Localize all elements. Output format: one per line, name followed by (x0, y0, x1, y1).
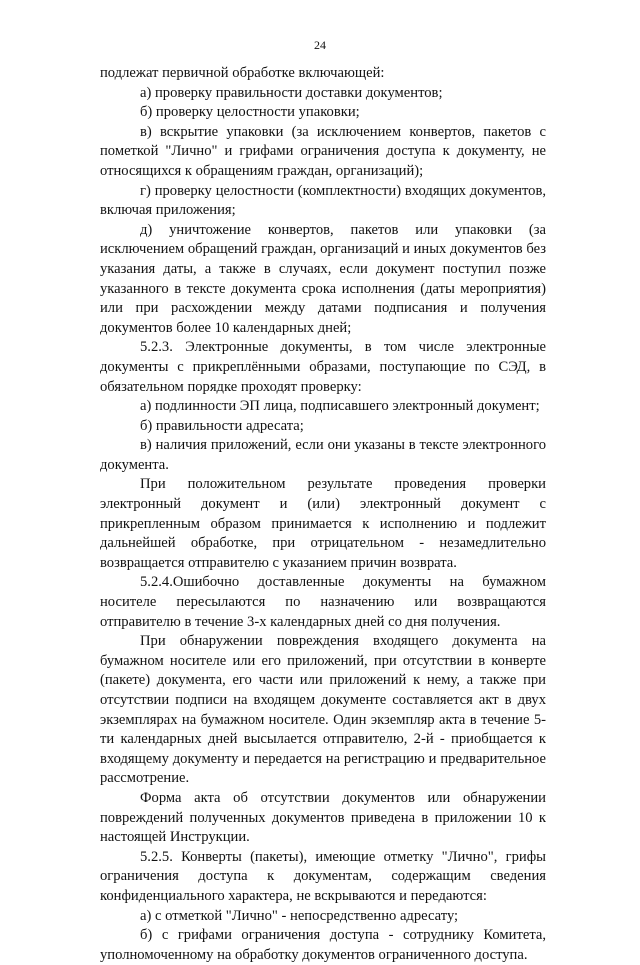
list-item-d-destruction: д) уничтожение конвертов, пакетов или упаковки (за исключением обращений граждан, организаций и иных документов без указания даты, а также в случаях, если документ поступил позже указанного в тексте документа срока исполнения (даты мероприятия) или при расхождении между датами подписания и получения документов более 10 календарных дней; (100, 221, 546, 336)
document-body (100, 64, 546, 965)
paragraph-damage-act: При обнаружении повреждения входящего документа на бумажном носителе или его приложений, при отсутствии в конверте (пакете) документа, его части или приложений к нему, а также при отсутствии подписи на входящем документе составляется акт в двух экземплярах на бумажном носителе. Один экземпляр акта в течение 5-ти календарных дней высылается отправителю, 2-й - приобщается к входящему документу и передается на регистрацию и предварительное рассмотрение. (100, 633, 546, 787)
list-item-b-packaging: б) проверку целостности упаковки; (140, 104, 360, 121)
list-item-v-opening: в) вскрытие упаковки (за исключением конвертов, пакетов с пометкой "Лично" и грифами ограничения доступа к документу, не относящихся к обращениям граждан, организаций); (100, 123, 546, 179)
list-item-a-delivery: а) проверку правильности доставки документов; (140, 84, 443, 101)
list-item-g-completeness: г) проверку целостности (комплектности) входящих документов, включая приложения; (100, 182, 546, 219)
list-item-a-signature: а) подлинности ЭП лица, подписавшего электронный документ; (140, 398, 540, 415)
list-item-v-attachments: в) наличия приложений, если они указаны в тексте электронного документа. (100, 437, 546, 473)
list-item-b-restricted: б) с грифами ограничения доступа - сотруднику Комитета, уполномоченному на обработку документов ограниченного доступа. (100, 927, 546, 963)
section-5-2-3: 5.2.3. Электронные документы, в том числе электронные документы с прикреплёнными образами, поступающие по СЭД, в обязательном порядке проходят проверку: (100, 339, 546, 395)
section-5-2-5: 5.2.5. Конверты (пакеты), имеющие отметку "Лично", грифы ограничения доступа к документам, содержащим сведения конфиденциального характера, не вскрываются и передаются: (100, 848, 546, 904)
paragraph-intro: подлежат первичной обработке включающей: (100, 65, 385, 81)
page-number: 24 (314, 38, 326, 52)
paragraph-check-result: При положительном результате проведения проверки электронный документ и (или) электронный документ с прикрепленным образом принимается к исполнению и подлежит дальнейшей обработке, при отрицательном - незамедлительно возвращается отправителю с указанием причин возврата. (100, 476, 546, 571)
list-item-a-personal: а) с отметкой "Лично" - непосредственно адресату; (140, 907, 459, 924)
list-item-b-addressee: б) правильности адресата; (140, 417, 304, 434)
paragraph-act-form: Форма акта об отсутствии документов или обнаружении повреждений полученных документов приведена в приложении 10 к настоящей Инструкции. (100, 789, 546, 846)
section-5-2-4: 5.2.4.Ошибочно доставленные документы на бумажном носителе пересылаются по назначению или возвращаются отправителю в течение 3-х календарных дней со дня получения. (100, 574, 546, 630)
